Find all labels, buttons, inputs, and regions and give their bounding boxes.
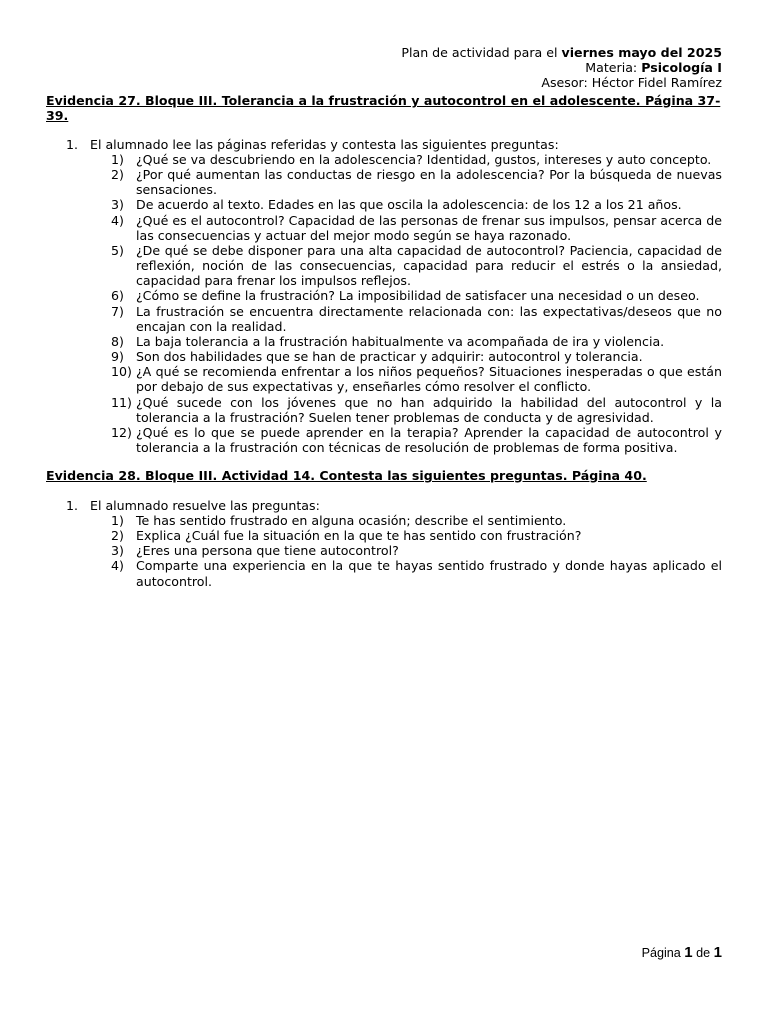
question-text: ¿Qué se va descubriendo en la adolescencia? Identidad, gustos, intereses y auto concepto. <box>136 152 712 167</box>
question-text: ¿Qué es el autocontrol? Capacidad de las personas de frenar sus impulsos, pensar acerca de las consecuencias y actuar del mejor modo según se haya razonado. <box>136 212 722 243</box>
question-item <box>0 243 722 288</box>
section2-intro: 1. El alumnado resuelve las preguntas: <box>66 498 320 513</box>
advisor-line: Asesor: Héctor Fidel Ramírez <box>541 75 722 90</box>
question-number: 1) <box>111 513 124 528</box>
question-item <box>0 167 722 197</box>
question-text: ¿De qué se debe disponer para una alta capacidad de autocontrol? Paciencia, capacidad de reflexión, noción de las consecuencias, capacidad para reducir el estrés o la ansiedad, capacidad para frenar los impulsos reflejos. <box>136 242 722 289</box>
question-item <box>0 528 722 543</box>
question-item <box>0 334 722 349</box>
question-number: 3) <box>111 543 124 559</box>
question-item <box>0 152 722 167</box>
question-text: ¿Por qué aumentan las conductas de riesgo en la adolescencia? Por la búsqueda de nuevas sensaciones. <box>136 167 722 198</box>
question-number: 5) <box>111 242 124 258</box>
question-item <box>0 288 722 303</box>
question-text: Te has sentido frustrado en alguna ocasión; describe el sentimiento. <box>136 513 567 528</box>
document-header <box>401 45 722 90</box>
subject-line: Materia: Psicología I <box>585 60 722 75</box>
question-text: ¿Qué es lo que se puede aprender en la terapia? Aprender la capacidad de autocontrol y tolerancia a la frustración con técnicas de resolución de problemas de forma positiva. <box>136 424 722 455</box>
question-item <box>0 395 722 425</box>
question-number: 7) <box>111 303 124 319</box>
question-number: 4) <box>111 558 124 574</box>
page-number: Página 1 de 1 <box>641 944 722 961</box>
activity-plan-line: Plan de actividad para el viernes mayo del 2025 <box>401 45 722 60</box>
question-text: ¿A qué se recomienda enfrentar a los niños pequeños? Situaciones inesperadas o que están por debajo de sus expectativas y, enseñarles cómo resolver el conflicto. <box>136 364 722 395</box>
question-text: De acuerdo al texto. Edades en las que oscila la adolescencia: de los 12 a los 21 años. <box>136 197 682 213</box>
question-text: La baja tolerancia a la frustración habitualmente va acompañada de ira y violencia. <box>136 333 665 349</box>
question-number: 2) <box>111 528 124 544</box>
section-heading-evidencia-27: Evidencia 27. Bloque III. Tolerancia a la frustración y autocontrol en el adolescente. Página 37-39. <box>46 93 721 123</box>
question-item <box>0 543 722 558</box>
question-number: 2) <box>111 167 124 183</box>
question-item <box>0 197 722 212</box>
question-text: Comparte una experiencia en la que te hayas sentido frustrado y donde hayas aplicado el autocontrol. <box>136 558 722 589</box>
question-item <box>0 213 722 243</box>
question-text: ¿Qué sucede con los jóvenes que no han adquirido la habilidad del autocontrol y la tolerancia a la frustración? Suelen tener problemas de conducta y de agresividad. <box>136 394 722 425</box>
question-list-evidencia-27 <box>0 152 722 455</box>
question-text: ¿Eres una persona que tiene autocontrol? <box>136 543 399 559</box>
question-list-evidencia-28 <box>0 513 722 589</box>
question-text: ¿Cómo se define la frustración? La imposibilidad de satisfacer una necesidad o un deseo. <box>136 288 700 304</box>
question-text: Son dos habilidades que se han de practicar y adquirir: autocontrol y tolerancia. <box>136 349 643 365</box>
question-number: 4) <box>111 212 124 228</box>
question-item <box>0 425 722 455</box>
question-item <box>0 304 722 334</box>
question-number: 11) <box>111 394 132 410</box>
question-number: 3) <box>111 197 124 213</box>
question-item <box>0 558 722 588</box>
question-number: 1) <box>111 152 124 167</box>
question-item <box>0 513 722 528</box>
question-text: Explica ¿Cuál fue la situación en la que te has sentido con frustración? <box>136 528 582 544</box>
question-number: 6) <box>111 288 124 304</box>
question-number: 8) <box>111 333 124 349</box>
question-number: 9) <box>111 349 124 365</box>
section-heading-evidencia-28: Evidencia 28. Bloque III. Actividad 14. Contesta las siguientes preguntas. Página 40. <box>46 468 647 483</box>
question-item <box>0 349 722 364</box>
question-number: 12) <box>111 424 132 440</box>
question-item <box>0 364 722 394</box>
question-text: La frustración se encuentra directamente relacionada con: las expectativas/deseos que no encajan con la realidad. <box>136 303 722 334</box>
question-number: 10) <box>111 364 132 380</box>
section1-intro: 1. El alumnado lee las páginas referidas y contesta las siguientes preguntas: <box>66 137 559 152</box>
